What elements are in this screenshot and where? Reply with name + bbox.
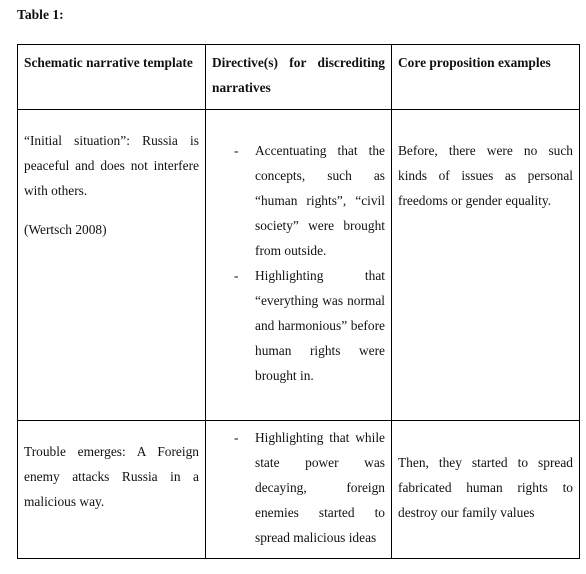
directive-item: [212, 138, 385, 263]
bullet-dash: -: [234, 143, 239, 158]
directive-item: [212, 425, 385, 550]
directive-text: Highlighting that “everything was normal and harmonious” before human rights were brought in.: [255, 268, 385, 383]
example-cell: [392, 421, 580, 559]
template-cell: [18, 421, 206, 559]
column-header-template: Schematic narrative template: [18, 45, 206, 110]
directives-cell: [206, 421, 392, 559]
column-header-directives: Directive(s) for discrediting narratives: [206, 45, 392, 110]
bullet-dash: -: [234, 430, 239, 445]
template-text: Trouble emerges: A Foreign enemy attacks Russia in a malicious way.: [24, 444, 199, 509]
citation-text: (Wertsch 2008): [24, 222, 107, 237]
table-row: [18, 421, 580, 559]
directive-item: [212, 263, 385, 388]
directive-text: Accentuating that the concepts, such as “human rights”, “civil society” were brought from outside.: [255, 143, 385, 258]
table-row: [18, 110, 580, 421]
template-text: “Initial situation”: Russia is peaceful and does not interfere with others.: [24, 133, 199, 198]
directive-text: Highlighting that while state power was decaying, foreign enemies started to spread malicious ideas: [255, 430, 385, 545]
example-cell: [392, 110, 580, 421]
example-text: Then, they started to spread fabricated human rights to destroy our family values: [398, 455, 573, 520]
bullet-dash: -: [234, 268, 239, 283]
directive-list: [212, 425, 385, 550]
directives-cell: [206, 110, 392, 421]
table-caption: Table 1:: [17, 7, 64, 22]
template-cell: [18, 110, 206, 421]
table-header-row: [18, 45, 580, 110]
example-text: Before, there were no such kinds of issues as personal freedoms or gender equality.: [398, 143, 573, 208]
directive-list: [212, 138, 385, 388]
narrative-table: [17, 44, 580, 559]
column-header-examples: Core proposition examples: [392, 45, 580, 110]
